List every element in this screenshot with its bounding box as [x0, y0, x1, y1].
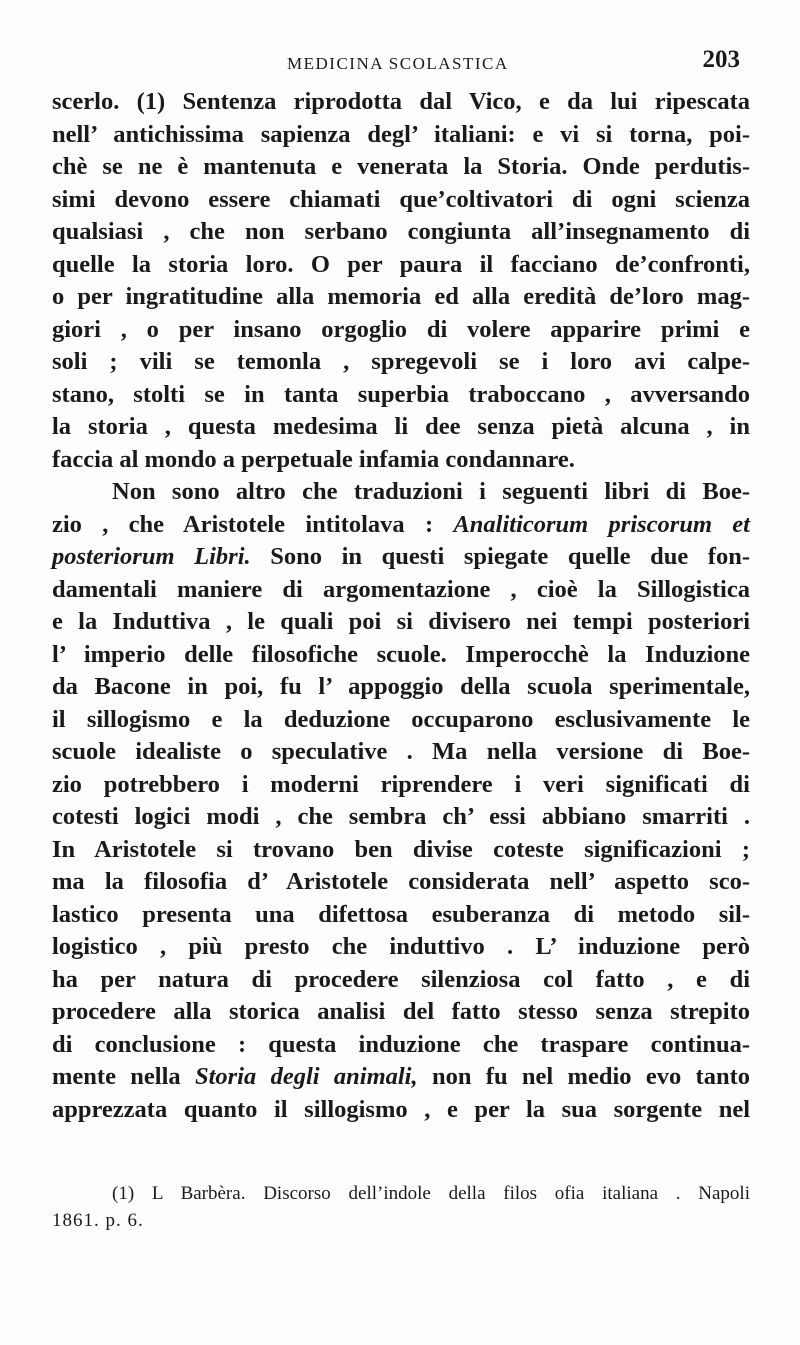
text-line: o per ingratitudine alla memoria ed alla eredità de’loro mag- — [52, 283, 750, 310]
text-line: nell’ antichissima sapienza degl’ italiani: e vi si torna, poi- — [52, 120, 750, 148]
text-line: l’ imperio delle filosofiche scuole. Imperocchè la Induzione — [52, 640, 750, 668]
text-line: zio potrebbero i moderni riprendere i veri significati di — [52, 770, 750, 798]
text-line: e la Induttiva , le quali poi si divisero nei tempi posteriori — [52, 608, 750, 635]
text-segment: non fu nel medio evo tanto — [417, 1063, 750, 1090]
text-line: chè se ne è mantenuta e venerata la Storia. Onde perdutis- — [52, 153, 750, 180]
text-line: giori , o per insano orgoglio di volere apparire primi e — [52, 315, 750, 343]
text-segment: zio , che Aristotele intitolava : — [52, 510, 454, 538]
text-line: quelle la storia loro. O per paura il facciano de’confronti, — [52, 250, 750, 278]
text-line: logistico , più presto che induttivo . L’ induzione però — [52, 933, 750, 960]
text-line: lastico presenta una difettosa esuberanza di metodo sil- — [52, 900, 750, 928]
text-line: apprezzata quanto il sillogismo , e per la sua sorgente nel — [52, 1095, 750, 1123]
text-segment: Sono in questi spiegate quelle due fon- — [250, 543, 750, 570]
running-head — [52, 46, 740, 82]
text-line: Non sono altro che traduzioni i seguenti libri di Boe- — [112, 478, 750, 505]
text-line: la storia , questa medesima li dee senza pietà alcuna , in — [52, 413, 750, 440]
italic-title: posteriorum Libri. — [52, 543, 251, 570]
text-line: simi devono essere chiamati que’coltivatori di ogni scienza — [52, 185, 750, 213]
footnote-line: 1861. p. 6. — [52, 1210, 144, 1231]
text-line: cotesti logici modi , che sembra ch’ essi abbiano smarriti . — [52, 803, 750, 830]
text-line: qualsiasi , che non serbano congiunta all’insegnamento di — [52, 218, 750, 245]
text-line — [52, 509, 750, 542]
text-line: scerlo. (1) Sentenza riprodotta dal Vico, e da lui ripescata — [52, 88, 750, 115]
text-line: il sillogismo e la deduzione occuparono esclusivamente le — [52, 705, 750, 733]
text-line: soli ; vili se temonla , spregevoli se i loro avi calpe- — [52, 348, 750, 375]
body-text — [52, 86, 750, 1126]
text-line: procedere alla storica analisi del fatto stesso senza strepito — [52, 998, 750, 1025]
footnote — [52, 1180, 750, 1234]
text-line: damentali maniere di argomentazione , cioè la Sillogistica — [52, 575, 750, 603]
text-line: scuole idealiste o speculative . Ma nella versione di Boe- — [52, 738, 750, 765]
text-line: stano, stolti se in tanta superbia traboccano , avversando — [52, 380, 750, 408]
text-line: faccia al mondo a perpetuale infamia condannare. — [52, 445, 575, 473]
header-title: MEDICINA SCOLASTICA — [287, 54, 509, 73]
text-line: ha per natura di procedere silenziosa col fatto , e di — [52, 965, 750, 993]
text-line — [52, 541, 750, 574]
text-segment: mente nella — [52, 1063, 195, 1090]
text-line: In Aristotele si trovano ben divise coteste significazioni ; — [52, 835, 750, 863]
footnote-line: (1) L Barbèra. Discorso dell’indole della filos ofia italiana . Napoli — [112, 1183, 750, 1204]
text-line: di conclusione : questa induzione che traspare continua- — [52, 1030, 750, 1058]
text-line — [52, 1061, 750, 1094]
page-number: 203 — [702, 46, 740, 73]
text-line: ma la filosofia d’ Aristotele considerata nell’ aspetto sco- — [52, 868, 750, 895]
italic-title: Storia degli animali, — [194, 1063, 418, 1090]
text-line: da Bacone in poi, fu l’ appoggio della scuola sperimentale, — [52, 673, 750, 700]
italic-title: Analiticorum priscorum et — [453, 510, 750, 538]
